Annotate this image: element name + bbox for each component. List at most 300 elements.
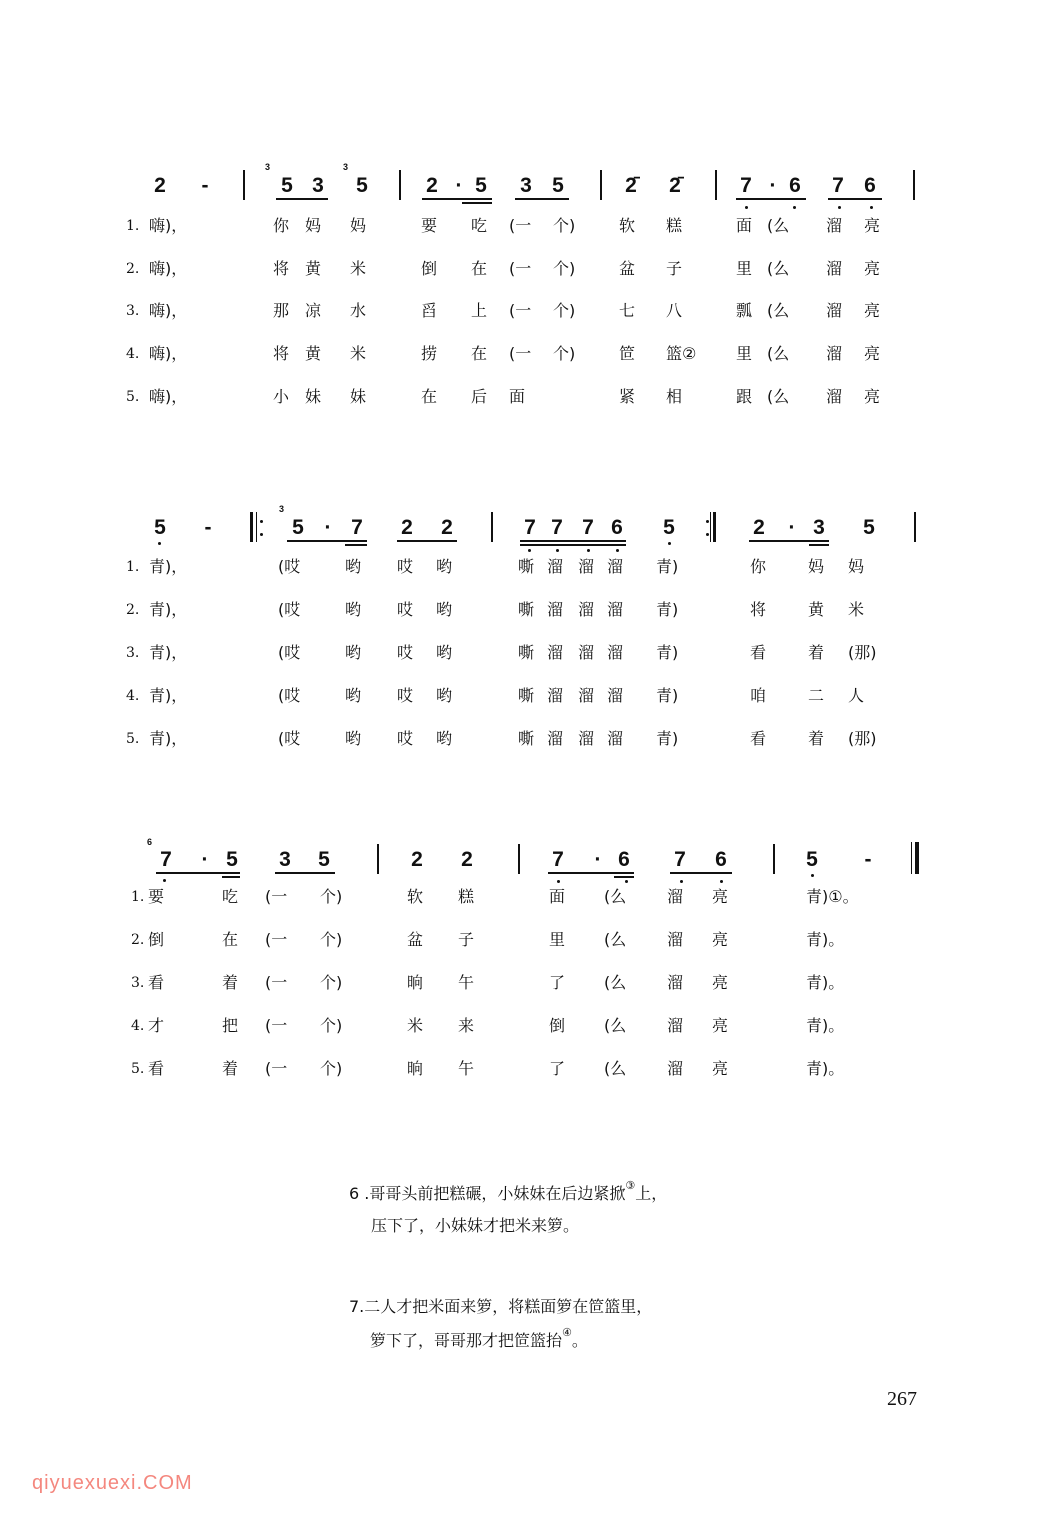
- lyric-syllable: (一: [265, 973, 288, 992]
- lyric-syllable: 个): [320, 1059, 343, 1078]
- lyric-syllable: 倒: [549, 1016, 566, 1035]
- lyric-syllable: 里: [736, 259, 753, 278]
- lyric-syllable: (一: [265, 1016, 288, 1035]
- lyric-syllable: 面: [736, 216, 753, 235]
- lyric-syllable: 那: [273, 301, 290, 320]
- note: 3: [279, 848, 291, 871]
- lyric-syllable: 笸: [619, 344, 636, 363]
- note: -: [204, 516, 212, 539]
- lyric-syllable: 青)，: [149, 729, 188, 748]
- lyric-syllable: 咱: [750, 686, 767, 705]
- note: 6: [789, 174, 801, 197]
- note: 7: [551, 516, 563, 539]
- lyric-syllable: 瓢: [736, 301, 753, 320]
- lyric-syllable: 青)①。: [806, 887, 859, 906]
- lyric-syllable: 嘶: [518, 686, 535, 705]
- grace-note: 6: [147, 837, 153, 847]
- barline: [600, 170, 602, 200]
- lyric-syllable: 哎: [397, 686, 414, 705]
- note: ·: [788, 516, 796, 539]
- lyric-syllable: 溜: [578, 729, 595, 748]
- lyric-syllable: 溜: [826, 259, 843, 278]
- lyric-syllable: (哎: [278, 643, 301, 662]
- beam: [222, 876, 240, 878]
- low-octave-dot: [616, 549, 619, 552]
- lyric-syllable: 午: [458, 1059, 475, 1078]
- beam: [809, 544, 829, 546]
- lyric-syllable: 青): [656, 557, 679, 576]
- lyric-syllable: 青)。: [806, 930, 845, 949]
- lyric-syllable: (一: [509, 301, 532, 320]
- repeat-end: [710, 512, 711, 542]
- note: 5: [226, 848, 238, 871]
- lyric-syllable: 着: [808, 643, 825, 662]
- verse-number: 2.: [126, 261, 140, 277]
- note: 2: [411, 848, 423, 871]
- lyric-syllable: 溜: [578, 600, 595, 619]
- barline: [715, 170, 717, 200]
- low-octave-dot: [557, 880, 560, 883]
- lyric-syllable: 溜: [607, 729, 624, 748]
- grace-note: 3: [265, 162, 271, 172]
- beam: [520, 544, 626, 546]
- verse-7-line-2: [370, 1326, 588, 1352]
- low-octave-dot: [528, 549, 531, 552]
- verse-number: 3.: [126, 645, 140, 661]
- note: 6: [864, 174, 876, 197]
- beam: [614, 876, 634, 878]
- note: 2: [441, 516, 453, 539]
- lyric-syllable: 亮: [712, 887, 729, 906]
- barline: [243, 170, 245, 200]
- lyric-syllable: 米: [848, 600, 865, 619]
- lyric-syllable: 溜: [667, 930, 684, 949]
- lyric-syllable: 溜: [547, 643, 564, 662]
- repeat-dot: [706, 533, 709, 536]
- barline: [518, 844, 520, 874]
- lyric-syllable: 看: [750, 643, 767, 662]
- lyric-syllable: 糕: [666, 216, 683, 235]
- lyric-syllable: 后: [471, 387, 488, 406]
- beam: [156, 872, 240, 874]
- lyric-syllable: 八: [666, 301, 683, 320]
- note: 5: [281, 174, 293, 197]
- low-octave-dot: [870, 206, 873, 209]
- lyric-syllable: 哟: [436, 686, 453, 705]
- lyric-syllable: 个): [320, 1016, 343, 1035]
- note: ·: [324, 516, 332, 539]
- lyric-syllable: 在: [222, 930, 239, 949]
- lyric-syllable: 嗨)，: [149, 301, 188, 320]
- repeat-start: [256, 512, 257, 542]
- lyric-syllable: 哟: [345, 557, 362, 576]
- lyric-syllable: 来: [458, 1016, 475, 1035]
- lyric-syllable: 妈: [848, 557, 865, 576]
- lyric-syllable: 面: [509, 387, 526, 406]
- lyric-syllable: 青)。: [806, 1059, 845, 1078]
- lyric-syllable: 哟: [345, 729, 362, 748]
- lyric-syllable: 子: [666, 259, 683, 278]
- lyric-syllable: (么: [604, 930, 627, 949]
- lyric-syllable: 溜: [578, 686, 595, 705]
- note: 5: [318, 848, 330, 871]
- lyric-syllable: 将: [273, 344, 290, 363]
- lyric-syllable: 看: [750, 729, 767, 748]
- lyric-syllable: 着: [222, 973, 239, 992]
- lyric-syllable: 哎: [397, 600, 414, 619]
- note: -: [864, 848, 872, 871]
- verse-number: 5.: [131, 1061, 145, 1077]
- lyric-syllable: 亮: [864, 344, 881, 363]
- lyric-syllable: 紧: [619, 387, 636, 406]
- lyric-syllable: 青): [656, 643, 679, 662]
- lyric-syllable: 将: [273, 259, 290, 278]
- lyric-syllable: 亮: [712, 1016, 729, 1035]
- lyric-syllable: (一: [509, 216, 532, 235]
- verse-number: 1.: [131, 889, 145, 905]
- note: 2: [426, 174, 438, 197]
- note: 5: [292, 516, 304, 539]
- beam: [462, 202, 492, 204]
- low-octave-dot: [811, 874, 814, 877]
- verse-text: 上，: [635, 1184, 668, 1203]
- footnote-marker: ④: [562, 1326, 572, 1339]
- lyric-syllable: 溜: [607, 643, 624, 662]
- low-octave-dot: [720, 880, 723, 883]
- lyric-syllable: 溜: [578, 557, 595, 576]
- lyric-syllable: 哟: [436, 643, 453, 662]
- lyric-syllable: 个): [553, 344, 576, 363]
- lyric-syllable: (么: [767, 387, 790, 406]
- beam: [670, 872, 732, 874]
- lyric-syllable: 里: [736, 344, 753, 363]
- lyric-syllable: 哟: [436, 600, 453, 619]
- note: 5: [663, 516, 675, 539]
- beam: [345, 544, 367, 546]
- lyric-syllable: 溜: [607, 600, 624, 619]
- verse-6-line-1: [349, 1179, 668, 1205]
- verse-number: 4.: [131, 1018, 145, 1034]
- repeat-dot: [706, 520, 709, 523]
- lyric-syllable: 倒: [148, 930, 165, 949]
- lyric-syllable: 黄: [305, 259, 322, 278]
- verse-number: 3.: [131, 975, 145, 991]
- note: 7: [740, 174, 752, 197]
- lyric-syllable: 米: [350, 259, 367, 278]
- lyric-syllable: 篮②: [666, 344, 697, 363]
- grace-note: 3: [279, 504, 285, 514]
- lyric-syllable: 米: [350, 344, 367, 363]
- barline: [773, 844, 775, 874]
- lyric-syllable: 青)，: [149, 600, 188, 619]
- note: 2: [753, 516, 765, 539]
- lyric-syllable: 晌: [407, 1059, 424, 1078]
- note: 5: [552, 174, 564, 197]
- lyric-syllable: (哎: [278, 557, 301, 576]
- lyric-syllable: 七: [619, 301, 636, 320]
- lyric-syllable: 溜: [547, 600, 564, 619]
- note: 6: [715, 848, 727, 871]
- lyric-syllable: 青)。: [806, 973, 845, 992]
- beam: [520, 540, 626, 542]
- final-barline: [911, 842, 912, 874]
- lyric-syllable: 盆: [407, 930, 424, 949]
- note: 5: [863, 516, 875, 539]
- lyric-syllable: 溜: [667, 887, 684, 906]
- lyric-syllable: 妈: [350, 216, 367, 235]
- lyric-syllable: 把: [222, 1016, 239, 1035]
- note: 5: [806, 848, 818, 871]
- lyric-syllable: 嗨)，: [149, 387, 188, 406]
- low-octave-dot: [838, 206, 841, 209]
- lyric-syllable: 软: [407, 887, 424, 906]
- lyric-syllable: (那): [848, 643, 877, 662]
- note: 6: [618, 848, 630, 871]
- note: 5: [154, 516, 166, 539]
- lyric-syllable: (么: [604, 1059, 627, 1078]
- verse-number: 1.: [126, 218, 140, 234]
- low-octave-dot: [587, 549, 590, 552]
- lyric-syllable: 人: [848, 686, 865, 705]
- lyric-syllable: 晌: [407, 973, 424, 992]
- verse-text: 箩下了，哥哥那才把笸篮抬: [370, 1331, 563, 1350]
- lyric-syllable: 要: [148, 887, 165, 906]
- lyric-syllable: 个): [553, 259, 576, 278]
- lyric-syllable: 青): [656, 600, 679, 619]
- lyric-syllable: 溜: [578, 643, 595, 662]
- final-barline: [915, 842, 919, 874]
- low-octave-dot: [680, 880, 683, 883]
- lyric-syllable: 看: [148, 973, 165, 992]
- lyric-syllable: 黄: [808, 600, 825, 619]
- lyric-syllable: (一: [509, 344, 532, 363]
- lyric-syllable: 溜: [667, 973, 684, 992]
- lyric-syllable: 盆: [619, 259, 636, 278]
- lyric-syllable: 吃: [222, 887, 239, 906]
- lyric-syllable: 吃: [471, 216, 488, 235]
- note: 7: [674, 848, 686, 871]
- verse-number: 2.: [131, 932, 145, 948]
- lyric-syllable: (么: [604, 1016, 627, 1035]
- note: 7: [832, 174, 844, 197]
- lyric-syllable: 亮: [712, 930, 729, 949]
- lyric-syllable: 溜: [667, 1059, 684, 1078]
- barline: [377, 844, 379, 874]
- lyric-syllable: 溜: [547, 729, 564, 748]
- lyric-syllable: 软: [619, 216, 636, 235]
- beam: [287, 540, 367, 542]
- lyric-syllable: 妈: [808, 557, 825, 576]
- lyric-syllable: (一: [265, 1059, 288, 1078]
- note: ·: [594, 848, 602, 871]
- lyric-syllable: 溜: [826, 387, 843, 406]
- note: ·: [455, 174, 463, 197]
- lyric-syllable: 凉: [305, 301, 322, 320]
- verse-text: 6 .哥哥头前把糕碾，小妹妹在后边紧掀: [349, 1184, 626, 1203]
- lyric-syllable: (一: [265, 887, 288, 906]
- lyric-syllable: 妹: [350, 387, 367, 406]
- beam: [736, 198, 806, 200]
- note: 7: [524, 516, 536, 539]
- verse-number: 4.: [126, 346, 140, 362]
- lyric-syllable: 哟: [436, 729, 453, 748]
- lyric-syllable: (么: [767, 344, 790, 363]
- lyric-syllable: (么: [604, 973, 627, 992]
- lyric-syllable: 舀: [421, 301, 438, 320]
- lyric-syllable: 哎: [397, 729, 414, 748]
- lyric-syllable: 捞: [421, 344, 438, 363]
- barline: [914, 512, 916, 542]
- beam: [276, 198, 328, 200]
- lyric-syllable: 上: [471, 301, 488, 320]
- lyric-syllable: 午: [458, 973, 475, 992]
- lyric-syllable: 在: [471, 259, 488, 278]
- lyric-syllable: 溜: [826, 216, 843, 235]
- verse-7-line-1: 7.二人才把米面来箩，将糕面箩在笸篮里，: [349, 1297, 653, 1316]
- lyric-syllable: 哟: [436, 557, 453, 576]
- beam: [548, 872, 634, 874]
- low-octave-dot: [745, 206, 748, 209]
- note: ·: [769, 174, 777, 197]
- lyric-syllable: (么: [767, 216, 790, 235]
- lyric-syllable: 亮: [864, 216, 881, 235]
- barline: [913, 170, 915, 200]
- lyric-syllable: 亮: [864, 259, 881, 278]
- note: -: [201, 174, 209, 197]
- lyric-syllable: 小: [273, 387, 290, 406]
- lyric-syllable: 个): [553, 301, 576, 320]
- note: 7: [351, 516, 363, 539]
- lyric-syllable: (那): [848, 729, 877, 748]
- note: 6: [611, 516, 623, 539]
- low-octave-dot: [793, 206, 796, 209]
- verse-number: 2.: [126, 602, 140, 618]
- lyric-syllable: 青)，: [149, 643, 188, 662]
- lyric-syllable: 个): [553, 216, 576, 235]
- lyric-syllable: 嘶: [518, 600, 535, 619]
- lyric-syllable: 青)。: [806, 1016, 845, 1035]
- low-octave-dot: [668, 542, 671, 545]
- watermark: qiyuexuexi.COM: [32, 1472, 193, 1494]
- lyric-syllable: 你: [273, 216, 290, 235]
- grace-note: 3: [343, 162, 349, 172]
- low-octave-dot: [556, 549, 559, 552]
- lyric-syllable: (一: [265, 930, 288, 949]
- lyric-syllable: 里: [549, 930, 566, 949]
- note: ·: [201, 848, 209, 871]
- verse-number: 5.: [126, 731, 140, 747]
- lyric-syllable: 嘶: [518, 643, 535, 662]
- lyric-syllable: 亮: [712, 973, 729, 992]
- lyric-syllable: 个): [320, 887, 343, 906]
- note: 3: [312, 174, 324, 197]
- lyric-syllable: 亮: [712, 1059, 729, 1078]
- beam: [422, 198, 492, 200]
- barline: [399, 170, 401, 200]
- lyric-syllable: 要: [421, 216, 438, 235]
- barline: [491, 512, 493, 542]
- lyric-syllable: 二: [808, 686, 825, 705]
- lyric-syllable: 面: [549, 887, 566, 906]
- lyric-syllable: (哎: [278, 729, 301, 748]
- note: 5: [356, 174, 368, 197]
- lyric-syllable: 哎: [397, 557, 414, 576]
- verse-number: 1.: [126, 559, 140, 575]
- low-octave-dot: [158, 542, 161, 545]
- verse-number: 5.: [126, 389, 140, 405]
- lyric-syllable: (么: [767, 259, 790, 278]
- lyric-syllable: 嗨)，: [149, 216, 188, 235]
- beam: [397, 540, 457, 542]
- note: 7: [552, 848, 564, 871]
- lyric-syllable: 跟: [736, 387, 753, 406]
- lyric-syllable: 看: [148, 1059, 165, 1078]
- note: 7: [582, 516, 594, 539]
- lyric-syllable: 妹: [305, 387, 322, 406]
- lyric-syllable: 青)，: [149, 686, 188, 705]
- repeat-dot: [260, 533, 263, 536]
- note: 2: [154, 174, 166, 197]
- lyric-syllable: 相: [666, 387, 683, 406]
- low-octave-dot: [163, 879, 166, 882]
- note: 3: [520, 174, 532, 197]
- lyric-syllable: 在: [471, 344, 488, 363]
- repeat-dot: [260, 520, 263, 523]
- lyric-syllable: 青): [656, 686, 679, 705]
- note: 2: [401, 516, 413, 539]
- lyric-syllable: 着: [222, 1059, 239, 1078]
- lyric-syllable: 才: [148, 1016, 165, 1035]
- lyric-syllable: 黄: [305, 344, 322, 363]
- lyric-syllable: 米: [407, 1016, 424, 1035]
- verse-6-line-2: 压下了，小妹妹才把米来箩。: [371, 1216, 580, 1235]
- beam: [828, 198, 882, 200]
- lyric-syllable: 嗨)，: [149, 259, 188, 278]
- lyric-syllable: 个): [320, 973, 343, 992]
- verse-number: 4.: [126, 688, 140, 704]
- lyric-syllable: (一: [509, 259, 532, 278]
- lyric-syllable: (哎: [278, 600, 301, 619]
- lyric-syllable: (哎: [278, 686, 301, 705]
- lyric-syllable: 溜: [667, 1016, 684, 1035]
- lyric-syllable: 倒: [421, 259, 438, 278]
- note: 3: [813, 516, 825, 539]
- lyric-syllable: 青)，: [149, 557, 188, 576]
- lyric-syllable: 嘶: [518, 557, 535, 576]
- lyric-syllable: 在: [421, 387, 438, 406]
- beam: [749, 540, 829, 542]
- lyric-syllable: 溜: [547, 686, 564, 705]
- lyric-syllable: 糕: [458, 887, 475, 906]
- lyric-syllable: 溜: [826, 301, 843, 320]
- lyric-syllable: 哟: [345, 600, 362, 619]
- footnote-marker: ③: [625, 1179, 636, 1192]
- lyric-syllable: 溜: [826, 344, 843, 363]
- verse-text: 。: [571, 1331, 588, 1350]
- lyric-syllable: 个): [320, 930, 343, 949]
- lyric-syllable: 子: [458, 930, 475, 949]
- lyric-syllable: 水: [350, 301, 367, 320]
- lyric-syllable: 溜: [607, 686, 624, 705]
- lyric-syllable: 你: [750, 557, 767, 576]
- lyric-syllable: (么: [767, 301, 790, 320]
- lyric-syllable: 青): [656, 729, 679, 748]
- lyric-syllable: 溜: [547, 557, 564, 576]
- lyric-syllable: (么: [604, 887, 627, 906]
- lyric-syllable: 哎: [397, 643, 414, 662]
- note: 2̄: [669, 174, 681, 197]
- lyric-syllable: 哟: [345, 686, 362, 705]
